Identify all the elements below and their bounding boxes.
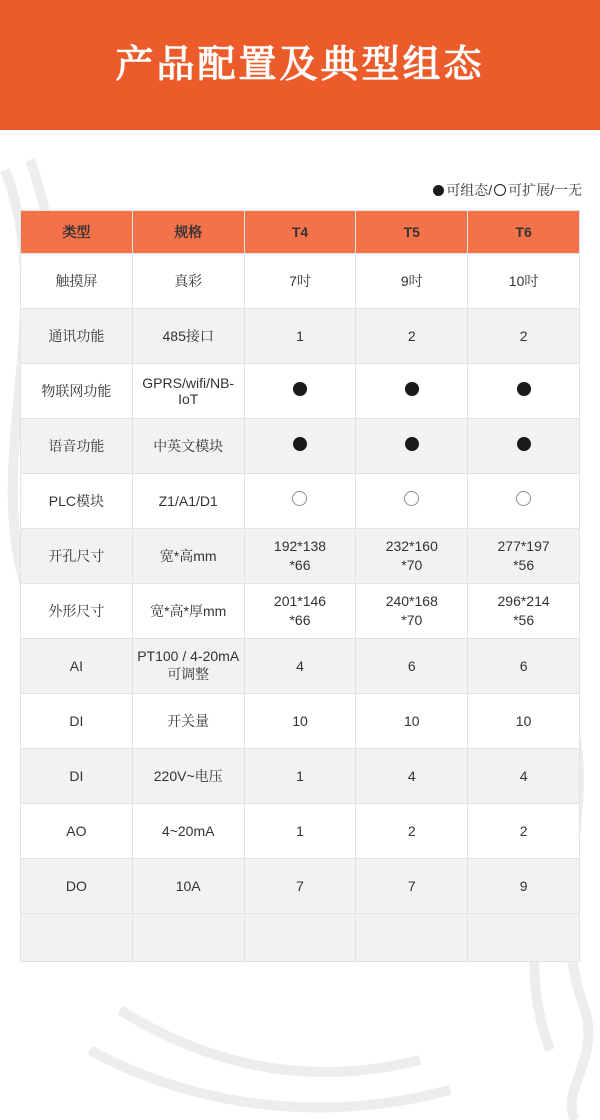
table-row [21,804,580,859]
cell-t6 [468,914,580,962]
cell-type: 通讯功能 [21,309,133,364]
cell-t6: 2 [468,309,580,364]
cell-t5: 4 [356,749,468,804]
cell-spec: 真彩 [132,254,244,309]
spec-table-body [21,254,580,962]
page-header [0,0,600,130]
cell-t6: 2 [468,804,580,859]
cell-t6: 277*197 *56 [468,529,580,584]
cell-t5: 240*168 *70 [356,584,468,639]
cell-t4: 1 [244,309,356,364]
cell-type: DO [21,859,133,914]
header-t5: T5 [356,211,468,254]
cell-type: AI [21,639,133,694]
filled-dot-icon [293,437,307,451]
cell-t4: 4 [244,639,356,694]
legend-filled-label: 可组态 [446,182,489,198]
cell-t5 [356,419,468,474]
legend-filled-dot-icon [433,185,444,196]
cell-t5: 2 [356,804,468,859]
cell-t6 [468,364,580,419]
cell-t5: 10 [356,694,468,749]
empty-dot-icon [404,491,419,506]
cell-spec: GPRS/wifi/NB-IoT [132,364,244,419]
header-t4: T4 [244,211,356,254]
empty-dot-icon [516,491,531,506]
cell-type: AO [21,804,133,859]
table-row [21,419,580,474]
cell-type: DI [21,694,133,749]
spec-table [20,210,580,962]
table-row [21,639,580,694]
cell-t5: 2 [356,309,468,364]
cell-t5: 232*160 *70 [356,529,468,584]
cell-type: 外形尺寸 [21,584,133,639]
cell-type: 语音功能 [21,419,133,474]
cell-spec: 宽*高mm [132,529,244,584]
cell-spec: PT100 / 4-20mA可调整 [132,639,244,694]
cell-t6: 296*214 *56 [468,584,580,639]
legend [433,180,582,200]
cell-t5: 7 [356,859,468,914]
cell-spec: 10A [132,859,244,914]
cell-t6: 6 [468,639,580,694]
cell-t5: 9吋 [356,254,468,309]
cell-t4: 1 [244,804,356,859]
cell-t4: 201*146 *66 [244,584,356,639]
legend-empty-dot-icon [494,184,506,196]
cell-t5 [356,474,468,529]
cell-t4 [244,364,356,419]
cell-t4: 192*138 *66 [244,529,356,584]
cell-spec: Z1/A1/D1 [132,474,244,529]
cell-spec: 中英文模块 [132,419,244,474]
filled-dot-icon [517,382,531,396]
spec-table-head [21,211,580,254]
table-row [21,694,580,749]
filled-dot-icon [293,382,307,396]
cell-t4 [244,419,356,474]
cell-type: 物联网功能 [21,364,133,419]
header-t6: T6 [468,211,580,254]
cell-t6: 10吋 [468,254,580,309]
cell-t6 [468,419,580,474]
cell-spec [132,914,244,962]
spec-table-wrapper [20,210,580,962]
cell-t4 [244,914,356,962]
table-row [21,309,580,364]
cell-t5 [356,914,468,962]
table-row [21,254,580,309]
cell-t4: 1 [244,749,356,804]
cell-t5: 6 [356,639,468,694]
empty-dot-icon [292,491,307,506]
legend-none-label: 一无 [554,182,582,198]
cell-type: 开孔尺寸 [21,529,133,584]
table-row [21,859,580,914]
table-row [21,529,580,584]
filled-dot-icon [405,437,419,451]
cell-type: DI [21,749,133,804]
header-spec: 规格 [132,211,244,254]
cell-t4 [244,474,356,529]
cell-t6: 9 [468,859,580,914]
legend-separator-1: / [488,182,493,198]
cell-type: 触摸屏 [21,254,133,309]
cell-spec: 485接口 [132,309,244,364]
cell-t4: 10 [244,694,356,749]
table-row-empty [21,914,580,962]
cell-spec: 宽*高*厚mm [132,584,244,639]
cell-t6: 10 [468,694,580,749]
table-row [21,584,580,639]
cell-t6: 4 [468,749,580,804]
cell-type: PLC模块 [21,474,133,529]
cell-t4: 7 [244,859,356,914]
cell-t6 [468,474,580,529]
cell-spec: 4~20mA [132,804,244,859]
filled-dot-icon [517,437,531,451]
filled-dot-icon [405,382,419,396]
cell-t4: 7吋 [244,254,356,309]
page-title: 产品配置及典型组态 [115,44,485,86]
legend-separator-2: / [550,182,554,198]
cell-t5 [356,364,468,419]
table-row [21,749,580,804]
cell-spec: 开关量 [132,694,244,749]
table-header-row [21,211,580,254]
legend-empty-label: 可扩展 [508,182,551,198]
cell-type [21,914,133,962]
table-row [21,364,580,419]
cell-spec: 220V~电压 [132,749,244,804]
header-type: 类型 [21,211,133,254]
table-row [21,474,580,529]
